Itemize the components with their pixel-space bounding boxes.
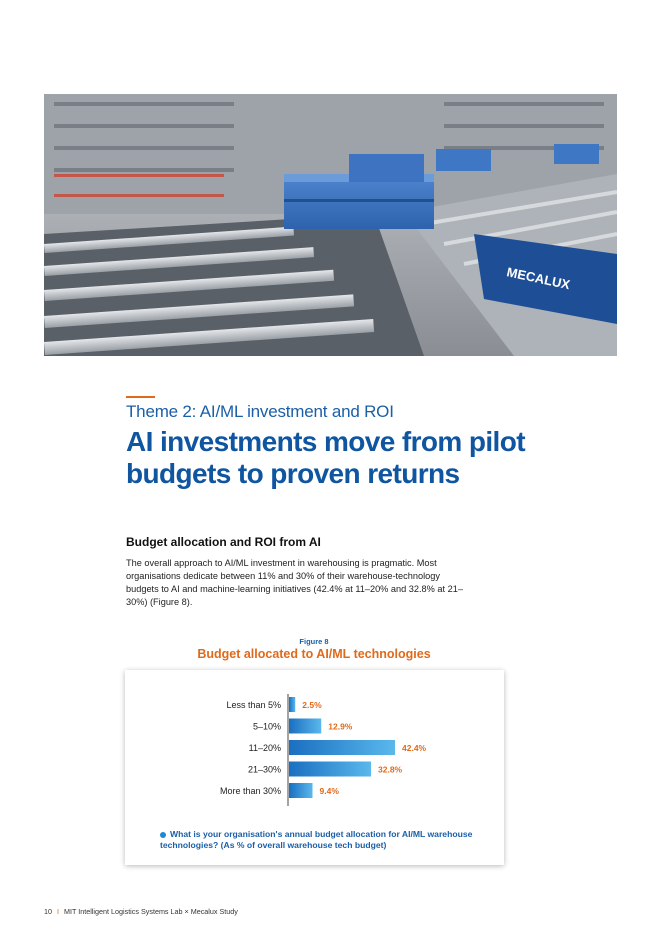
bar: [289, 783, 313, 798]
category-label: Less than 5%: [226, 700, 281, 710]
theme-label: Theme 2: AI/ML investment and ROI: [126, 402, 394, 421]
bar: [289, 762, 371, 777]
category-label: 21–30%: [247, 764, 281, 775]
chart-card: [125, 670, 504, 865]
headline-line-2: budgets to proven returns: [126, 458, 460, 489]
value-label: 9.4%: [319, 786, 339, 796]
mecalux-brand-text: MECALUX: [505, 264, 572, 293]
page-footer: [44, 907, 238, 916]
headline-line-1: AI investments move from pilot: [126, 426, 525, 457]
bar: [289, 740, 395, 755]
value-label: 2.5%: [302, 700, 322, 710]
page-number: 10: [44, 907, 52, 916]
warehouse-photo: [44, 94, 617, 356]
figure-label: Figure 8: [299, 637, 329, 646]
category-label: More than 30%: [219, 786, 281, 796]
footer-text: MIT Intelligent Logistics Systems Lab × Mecalux Study: [64, 907, 238, 916]
bar-chart: [125, 670, 504, 820]
bar: [289, 719, 321, 734]
section-title: Budget allocation and ROI from AI: [126, 535, 321, 549]
body-paragraph: The overall approach to AI/ML investment in warehousing is pragmatic. Most organisations dedicate between 11% and 30% of their warehouse-technology budgets to AI and machine-learning initiatives (42.4% at 11–20% and 32.8% at 21–30%) (Figure 8).: [126, 558, 463, 607]
category-label: 11–20%: [248, 743, 281, 753]
value-label: 42.4%: [402, 743, 427, 753]
page-headline: [126, 426, 586, 490]
category-label: 5–10%: [252, 721, 281, 732]
footer-separator: I: [57, 907, 59, 916]
value-label: 12.9%: [328, 721, 353, 732]
value-label: 32.8%: [378, 764, 403, 775]
bar: [289, 697, 295, 712]
figure-title: Budget allocated to AI/ML technologies: [197, 647, 431, 661]
accent-rule: [126, 396, 155, 398]
survey-question: What is your organisation's annual budget allocation for AI/ML warehouse technologies? (As % of overall warehouse tech budget): [160, 829, 473, 850]
